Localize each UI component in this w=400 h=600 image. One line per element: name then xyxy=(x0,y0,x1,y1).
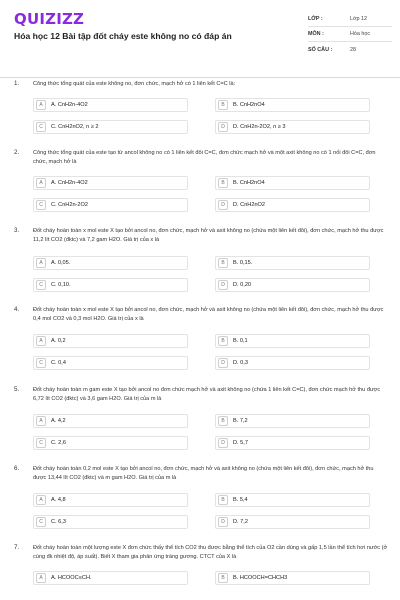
option-text: B. 5,4 xyxy=(233,497,248,503)
option-d[interactable] xyxy=(215,436,370,450)
question-text: Đốt cháy hoàn toàn x mol este X tạo bởi ancol no, đơn chức, mạch hở và axit không no (chứa một liên kết đôi), đơn chức, mạch hở thu được 11,2 lít CO2 (đktc) và 7,2 gam H2O. Giá trị của x là xyxy=(33,228,384,243)
question-number: 4. xyxy=(14,306,20,313)
option-text: B. 0,1 xyxy=(233,338,248,344)
option-c[interactable] xyxy=(33,356,188,370)
option-d[interactable] xyxy=(215,278,370,292)
option-letter: A xyxy=(36,416,46,426)
option-text: A. 4,2 xyxy=(51,418,66,424)
option-letter: C xyxy=(36,358,46,368)
option-letter: B xyxy=(218,573,228,583)
option-letter: D xyxy=(218,280,228,290)
question-number: 5. xyxy=(14,386,20,393)
question-text: Đốt cháy hoàn toàn một lượng este X đơn chức thấy thể tích CO2 thu được bằng thể tích của O2 cần dùng và gấp 1,5 lần thể tích hơi nước (ở cùng đk nhiệt độ, áp suất). Biết X tham gia phản ứng tráng gương. CTCT của X là xyxy=(33,545,388,560)
meta-row-count xyxy=(308,42,392,57)
option-b[interactable] xyxy=(215,571,370,585)
option-text: A. HCOOC≡CH. xyxy=(51,575,92,581)
question-text: Đốt cháy hoàn toàn 0,2 mol este X tạo bởi ancol no, đơn chức, mạch hở và axit không no (chứa một liên kết đôi), đơn chức, mạch hở thu được 13,44 lít CO2 (đktc) và m gam H2O. Giá trị của m là xyxy=(33,466,374,481)
question-text: Công thức tổng quát của este không no, đơn chức, mạch hở có 1 liên kết C=C là: xyxy=(33,81,236,87)
meta-key: LỚP : xyxy=(308,16,323,22)
meta-value: Lớp 12 xyxy=(350,16,368,22)
option-c[interactable] xyxy=(33,120,188,134)
option-b[interactable] xyxy=(215,493,370,507)
question-text: Công thức tổng quát của este tạo từ ancol không no có 1 liên kết đôi C=C, đơn chức mạch hở và một axit không no có 1 nối đôi C=C, đơn chức, mạch hở là xyxy=(33,150,376,165)
option-text: B. HCOOCH=CHCH3 xyxy=(233,575,288,581)
option-letter: C xyxy=(36,438,46,448)
option-letter: A xyxy=(36,100,46,110)
worksheet-meta xyxy=(308,12,392,57)
option-letter: B xyxy=(218,100,228,110)
question-text: Đốt cháy hoàn toàn m gam este X tạo bởi ancol no đơn chức mạch hở và axit không no (chứa 1 liên kết C=C), đơn chức mạch hở thu được 6,72 lít CO2 (đktc) và 3,6 gam H2O. Giá trị của m là xyxy=(33,387,381,402)
option-text: B. CnH2nO4 xyxy=(233,180,265,186)
option-text: D. 0,3 xyxy=(233,360,248,366)
option-letter: D xyxy=(218,517,228,527)
option-letter: D xyxy=(218,438,228,448)
option-text: D. 5,7 xyxy=(233,440,248,446)
question-number: 7. xyxy=(14,544,20,551)
option-letter: C xyxy=(36,517,46,527)
option-letter: C xyxy=(36,280,46,290)
option-text: A. CnH2n-4O2 xyxy=(51,102,88,108)
option-letter: D xyxy=(218,358,228,368)
option-a[interactable] xyxy=(33,176,188,190)
option-b[interactable] xyxy=(215,98,370,112)
question-number: 3. xyxy=(14,227,20,234)
option-letter: D xyxy=(218,122,228,132)
question-number: 1. xyxy=(14,80,20,87)
meta-key: MÔN : xyxy=(308,31,324,37)
option-d[interactable] xyxy=(215,356,370,370)
option-text: C. CnH2n-2O2 xyxy=(51,202,88,208)
option-d[interactable] xyxy=(215,198,370,212)
meta-key: SỐ CÂU : xyxy=(308,46,333,53)
option-text: C. CnH2nO2, n ≥ 2 xyxy=(51,124,99,130)
option-c[interactable] xyxy=(33,198,188,212)
option-text: D. 0,20 xyxy=(233,282,252,288)
question-number: 6. xyxy=(14,465,20,472)
option-text: C. 0,10. xyxy=(51,282,71,288)
worksheet-header xyxy=(0,0,400,78)
option-text: D. CnH2nO2 xyxy=(233,202,266,208)
option-letter: B xyxy=(218,178,228,188)
option-c[interactable] xyxy=(33,515,188,529)
option-text: C. 2,6 xyxy=(51,440,66,446)
option-letter: B xyxy=(218,336,228,346)
option-text: A. 4,8 xyxy=(51,497,66,503)
meta-value: Hóa học xyxy=(350,31,371,37)
option-letter: A xyxy=(36,258,46,268)
option-letter: B xyxy=(218,258,228,268)
question-number: 2. xyxy=(14,149,20,156)
option-letter: D xyxy=(218,200,228,210)
option-text: B. 7,2 xyxy=(233,418,248,424)
option-b[interactable] xyxy=(215,414,370,428)
option-a[interactable] xyxy=(33,493,188,507)
option-letter: C xyxy=(36,122,46,132)
option-a[interactable] xyxy=(33,98,188,112)
option-b[interactable] xyxy=(215,334,370,348)
option-d[interactable] xyxy=(215,515,370,529)
question-text: Đốt cháy hoàn toàn x mol este X tạo bởi ancol no, đơn chức, mạch hở và axit không no (chứa một liên kết đôi), đơn chức, mạch hở thu được 0,4 mol CO2 và 0,3 mol H2O. Giá trị của x là xyxy=(33,307,384,322)
option-a[interactable] xyxy=(33,256,188,270)
option-a[interactable] xyxy=(33,334,188,348)
meta-row-subject xyxy=(308,27,392,42)
option-letter: A xyxy=(36,495,46,505)
option-text: B. CnH2nO4 xyxy=(233,102,265,108)
option-letter: A xyxy=(36,178,46,188)
option-text: A. 0,2 xyxy=(51,338,66,344)
option-b[interactable] xyxy=(215,256,370,270)
worksheet-title: Hóa học 12 Bài tập đốt cháy este không no có đáp án xyxy=(14,31,232,41)
option-b[interactable] xyxy=(215,176,370,190)
option-letter: A xyxy=(36,336,46,346)
option-text: C. 6,3 xyxy=(51,519,66,525)
option-d[interactable] xyxy=(215,120,370,134)
option-c[interactable] xyxy=(33,278,188,292)
quizizz-logo: QUIZIZZ xyxy=(14,10,85,28)
option-letter: B xyxy=(218,416,228,426)
option-letter: A xyxy=(36,573,46,583)
meta-row-class xyxy=(308,12,392,27)
option-text: D. 7,2 xyxy=(233,519,248,525)
option-letter: B xyxy=(218,495,228,505)
option-a[interactable] xyxy=(33,571,188,585)
option-a[interactable] xyxy=(33,414,188,428)
option-letter: C xyxy=(36,200,46,210)
option-text: C. 0,4 xyxy=(51,360,66,366)
option-text: D. CnH2n-2O2, n ≥ 3 xyxy=(233,124,286,130)
option-text: B. 0,15. xyxy=(233,260,253,266)
option-c[interactable] xyxy=(33,436,188,450)
option-text: A. CnH2n-4O2 xyxy=(51,180,88,186)
meta-value: 28 xyxy=(350,46,356,53)
option-text: A. 0,05. xyxy=(51,260,71,266)
